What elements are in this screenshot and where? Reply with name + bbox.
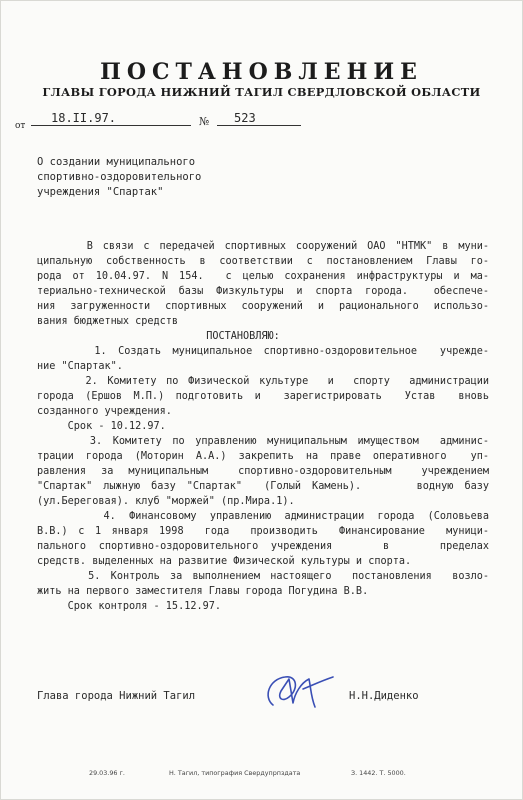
- document-body: [37, 239, 489, 614]
- handwritten-signature: [259, 667, 339, 717]
- item-line: (ул.Береговая). клуб "моржей" (пр.Мира.1).: [37, 496, 295, 507]
- subject-line: О создании муниципального: [37, 156, 196, 168]
- item-line: Срок контроля - 15.12.97.: [37, 601, 222, 612]
- item-line: 3. Комитету по управлению муниципальным имуществом админис-: [37, 436, 489, 447]
- item-line: "Спартак" лыжную базу "Спартак" (Голый Камень). водную базу: [37, 481, 489, 492]
- body-line: ния загруженности спортивных сооружений и рационального использо-: [37, 301, 489, 312]
- document-number: 523: [234, 111, 256, 125]
- document-subtitle: ГЛАВЫ ГОРОДА НИЖНИЙ ТАГИЛ СВЕРДЛОВСКОЙ ОБЛАСТИ: [42, 85, 481, 99]
- item-line: В.В.) с 1 января 1998 года производить Финансирование муници-: [37, 526, 489, 537]
- signatory-position: Глава города Нижний Тагил: [37, 690, 196, 702]
- body-line: териально-технической базы Физкультуры и спорта города. обеспече-: [37, 286, 489, 297]
- item-line: трации города (Моторин А.А.) закрепить на праве оперативного уп-: [37, 451, 489, 462]
- number-underline: [217, 125, 301, 126]
- item-line: Срок - 10.12.97.: [37, 421, 166, 432]
- subject-line: спортивно-оздоровительного: [37, 171, 202, 183]
- body-line: В связи с передачей спортивных сооружений ОАО "НТМК" в муни-: [37, 241, 489, 252]
- number-label: №: [199, 115, 210, 128]
- item-line: ние "Спартак".: [37, 361, 123, 372]
- item-line: 1. Создать муниципальное спортивно-оздоровительное учрежде-: [37, 346, 489, 357]
- date-underline: [31, 125, 191, 126]
- footer-order: З. 1442. Т. 5000.: [351, 769, 406, 777]
- item-line: пального спортивно-оздоровительного учреждения в пределах: [37, 541, 489, 552]
- document-subject: [37, 155, 277, 200]
- footer-printer: Н. Тагил, типография Свердупрпздата: [169, 769, 301, 777]
- item-line: 4. Финансовому управлению администрации города (Соловьева: [37, 511, 489, 522]
- date-label: от: [15, 121, 26, 131]
- item-line: созданного учреждения.: [37, 406, 172, 417]
- item-line: средств. выделенных на развитие Физической культуры и спорта.: [37, 556, 412, 567]
- body-line: ципальную собственность в соответствии с постановлением Главы го-: [37, 256, 489, 267]
- footer-date: 29.03.96 г.: [89, 769, 125, 777]
- item-line: 5. Контроль за выполнением настоящего постановления возло-: [37, 571, 489, 582]
- body-line: рода от 10.04.97. N 154. с целью сохранения инфраструктуры и ма-: [37, 271, 489, 282]
- subject-line: учреждения "Спартак": [37, 186, 164, 198]
- body-line: вания бюджетных средств: [37, 316, 179, 327]
- item-line: жить на первого заместителя Главы города Погудина В.В.: [37, 586, 369, 597]
- item-line: равления за муниципальным спортивно-оздоровительным учреждением: [37, 466, 489, 477]
- resolve-heading: ПОСТАНОВЛЯЮ:: [206, 331, 280, 342]
- document-title: ПОСТАНОВЛЕНИЕ: [100, 59, 423, 85]
- signatory-name: Н.Н.Диденко: [349, 690, 419, 702]
- item-line: города (Ершов М.П.) подготовить и зарегистрировать Устав вновь: [37, 391, 489, 402]
- document-date: 18.II.97.: [51, 111, 117, 125]
- item-line: 2. Комитету по Физической культуре и спорту администрации: [37, 376, 489, 387]
